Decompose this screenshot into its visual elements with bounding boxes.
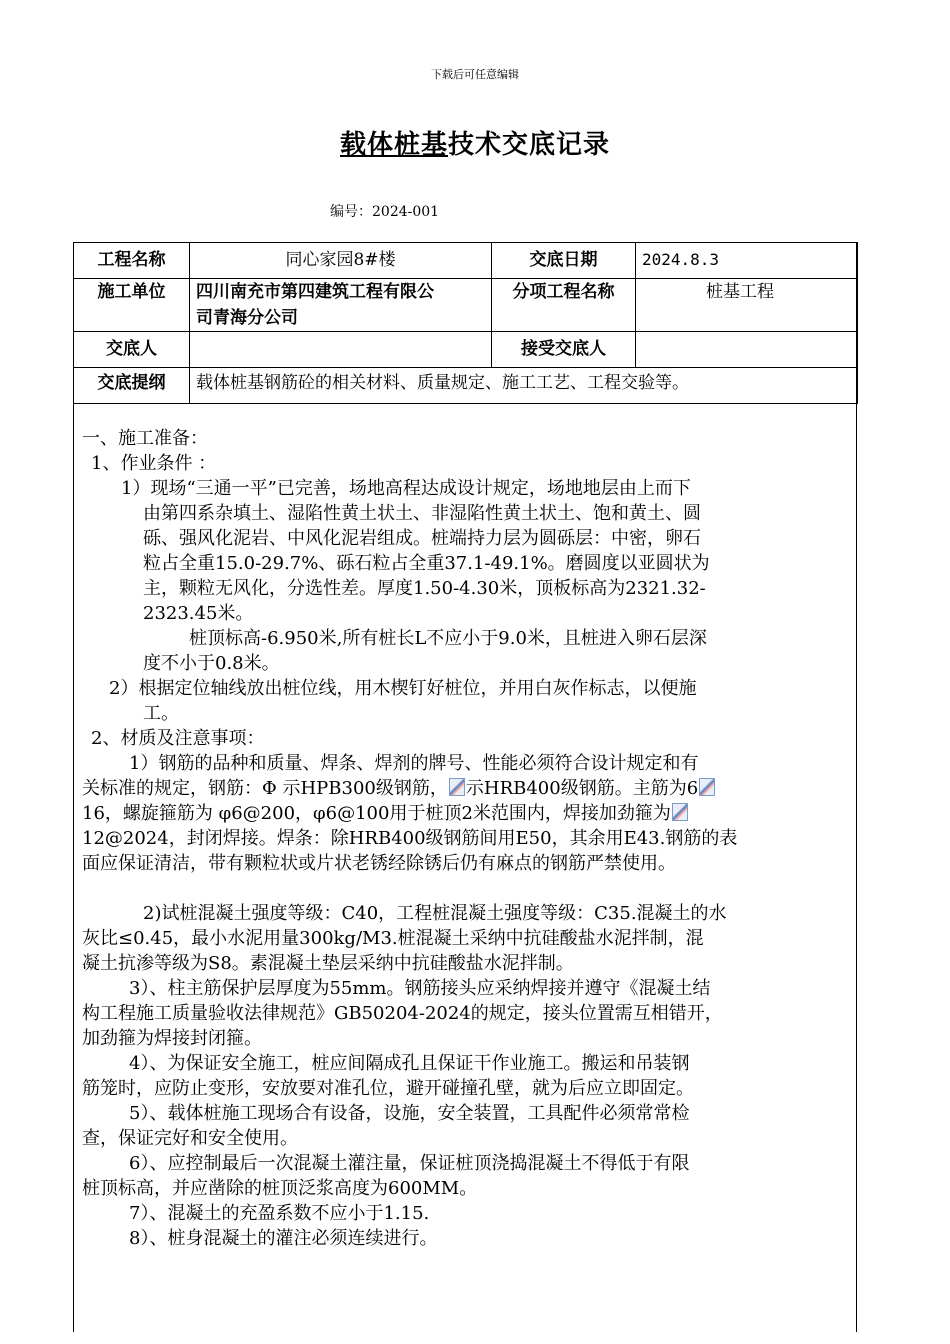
unit-line-1: 四川南充市第四建筑工程有限公	[196, 282, 434, 302]
date-label: 交底日期	[492, 243, 636, 279]
text-line: 灰比≤0.45，最小水泥用量300kg/M3.桩混凝土采纳中抗硅酸盐水泥拌制，混	[82, 928, 704, 949]
broken-image-icon	[672, 803, 688, 821]
title-underlined: 载体桩基	[339, 130, 448, 160]
document-number: 编号：2024-001	[330, 204, 440, 220]
text-line	[82, 776, 716, 801]
project-name-value: 同心家园8#楼	[190, 243, 492, 279]
receiver-value	[636, 332, 858, 368]
watermark: 下载后可任意编辑	[431, 68, 519, 81]
text-line: 桩顶标高-6.950米,所有桩长L不应小于9.0米，且桩进入卵石层深	[189, 628, 707, 649]
receiver-label: 接受交底人	[492, 332, 636, 368]
text-line: 主，颗粒无风化，分选性差。厚度1.50-4.30米，顶板标高为2321.32-	[143, 578, 706, 599]
section-heading: 一、施工准备：	[82, 428, 208, 449]
text-line: 桩顶标高，并应凿除的桩顶泛浆高度为600MM。	[82, 1178, 478, 1199]
date-value: 2024.8.3	[636, 243, 858, 279]
page-title	[0, 124, 950, 161]
outline-label: 交底提纲	[74, 368, 190, 404]
text-line: 4）、为保证安全施工，桩应间隔成孔且保证干作业施工。搬运和吊装钢	[129, 1053, 690, 1074]
text-part: 关标准的规定，钢筋：Φ 示HPB300级钢筋，	[82, 778, 448, 799]
giver-label: 交底人	[74, 332, 190, 368]
text-line: 5）、载体桩施工现场合有设备，设施，安全装置，工具配件必须常常检	[129, 1103, 690, 1124]
giver-value	[190, 332, 492, 368]
text-line: 构工程施工质量验收法律规范》GB50204-2024的规定，接头位置需互相错开，	[82, 1003, 723, 1024]
unit-label: 施工单位	[74, 279, 190, 332]
text-line	[82, 801, 689, 826]
text-line: 7）、混凝土的充盈系数不应小于1.15.	[129, 1203, 430, 1224]
text-line: 8）、桩身混凝土的灌注必须连续进行。	[129, 1228, 438, 1249]
text-line: 查，保证完好和安全使用。	[82, 1128, 298, 1149]
broken-image-icon	[699, 778, 715, 796]
sub-project-label: 分项工程名称	[492, 279, 636, 332]
sub-heading: 1、作业条件 ：	[91, 453, 217, 474]
info-table	[73, 242, 858, 404]
text-part: 示HRB400级钢筋。主筋为6	[465, 778, 699, 799]
text-line: 度不小于0.8米。	[143, 653, 280, 674]
text-line: 砾、强风化泥岩、中风化泥岩组成。桩端持力层为圆砾层：中密，卵石	[143, 528, 701, 549]
text-line: 工。	[143, 703, 179, 724]
text-line: 2323.45米。	[143, 603, 254, 624]
sub-heading: 2、材质及注意事项：	[91, 728, 265, 749]
text-line: 粒占全重15.0-29.7%、砾石粒占全重37.1-49.1%。磨圆度以亚圆状为	[143, 553, 710, 574]
project-name-label: 工程名称	[74, 243, 190, 279]
text-part: 16，螺旋箍筋为 φ6@200，φ6@100用于桩顶2米范围内，焊接加劲箍为	[82, 803, 671, 824]
unit-value	[190, 279, 492, 332]
text-line: 筋笼时，应防止变形，安放要对准孔位，避开碰撞孔壁，就为后应立即固定。	[82, 1078, 694, 1099]
text-line: 6）、应控制最后一次混凝土灌注量，保证桩顶浇捣混凝土不得低于有限	[129, 1153, 690, 1174]
text-line: 凝土抗渗等级为S8。素混凝土垫层采纳中抗硅酸盐水泥拌制。	[82, 953, 574, 974]
text-line: 2）根据定位轴线放出桩位线，用木楔钉好桩位，并用白灰作标志，以便施	[109, 678, 697, 699]
unit-line-2: 司青海分公司	[196, 308, 298, 328]
broken-image-icon	[449, 778, 465, 796]
outline-value: 载体桩基钢筋砼的相关材料、质量规定、施工工艺、工程交验等。	[190, 368, 858, 404]
text-line: 1）钢筋的品种和质量、焊条、焊剂的牌号、性能必须符合设计规定和有	[129, 753, 699, 774]
text-line: 1）现场“三通一平”已完善，场地高程达成设计规定，场地地层由上而下	[121, 478, 691, 499]
sub-project-value: 桩基工程	[636, 279, 858, 332]
text-line: 由第四系杂填土、湿陷性黄土状土、非湿陷性黄土状土、饱和黄土、圆	[143, 503, 701, 524]
text-line: 12@2024，封闭焊接。焊条：除HRB400级钢筋间用E50，其余用E43.钢筋的表	[82, 828, 738, 849]
text-line: 面应保证清洁，带有颗粒状或片状老锈经除锈后仍有麻点的钢筋严禁使用。	[82, 853, 676, 874]
text-line: 2)试桩混凝土强度等级：C40，工程桩混凝土强度等级：C35.混凝土的水	[143, 903, 727, 924]
text-line: 加劲箍为焊接封闭箍。	[82, 1028, 262, 1049]
title-rest: 技术交底记录	[448, 130, 611, 160]
text-line: 3）、柱主筋保护层厚度为55mm。钢筋接头应采纳焊接并遵守《混凝土结	[129, 978, 711, 999]
